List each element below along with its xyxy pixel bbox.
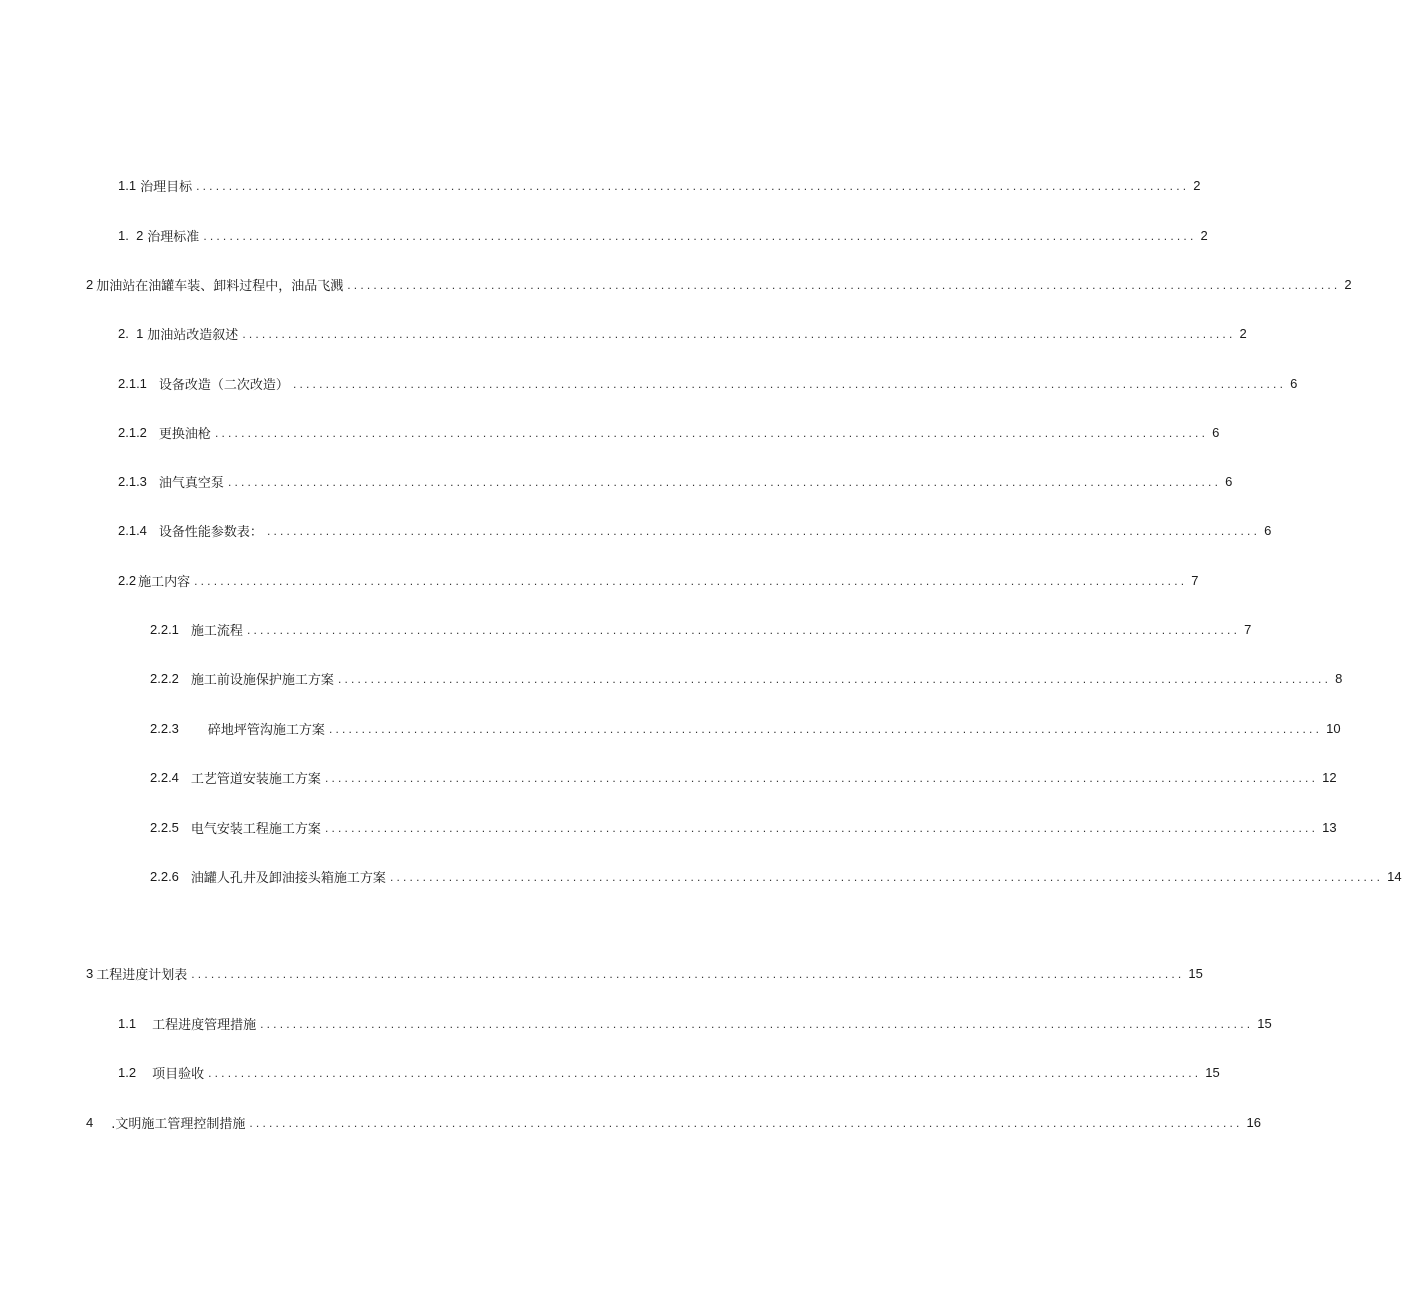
toc-title: 工艺管道安装施工方案 <box>190 771 321 787</box>
toc-number: 1.1 <box>118 1015 137 1031</box>
toc-title: 电气安装工程施工方案 <box>190 821 321 837</box>
toc-title: 设备性能参数表： <box>158 524 263 540</box>
toc-leader-dots: ........................................................................................................................................................ <box>324 771 1319 785</box>
toc-page-number: 15 <box>1188 965 1203 981</box>
toc-number: 2.2.3 <box>150 720 179 736</box>
toc-title: 施工流程 <box>190 623 243 639</box>
toc-entry[interactable] <box>118 520 1272 540</box>
toc-number: 2.1.3 <box>118 473 147 489</box>
toc-number: 2.1.1 <box>118 375 147 391</box>
toc-entry[interactable] <box>150 668 1343 688</box>
toc-number: 2.2.6 <box>150 868 179 884</box>
toc-page-number: 12 <box>1322 769 1337 785</box>
toc-number: 2.1.2 <box>118 424 147 440</box>
toc-page-number: 16 <box>1246 1114 1262 1130</box>
toc-title: 油气真空泵 <box>158 475 224 491</box>
toc-title: 治理标准 <box>147 229 200 245</box>
toc-leader-dots: ........................................................................................................................................................ <box>191 967 1185 981</box>
toc-leader-dots: ........................................................................................................................................................ <box>227 475 1222 489</box>
toc-entry[interactable] <box>118 373 1298 393</box>
toc-entry[interactable] <box>118 175 1201 195</box>
toc-leader-dots: ........................................................................................................................................................ <box>324 821 1319 835</box>
toc-leader-dots: ........................................................................................................................................................ <box>266 524 1261 538</box>
toc-title: 治理目标 <box>140 179 193 195</box>
toc-leader-dots: ........................................................................................................................................................ <box>203 229 1197 243</box>
toc-page-number: 6 <box>1225 473 1233 489</box>
toc-page-number: 10 <box>1326 720 1341 736</box>
toc-number: 2.1.4 <box>118 522 147 538</box>
toc-title: 工程进度计划表 <box>96 967 188 983</box>
toc-page-number: 14 <box>1387 868 1402 884</box>
toc-entry[interactable] <box>118 570 1199 590</box>
toc-page-number: 8 <box>1335 670 1343 686</box>
toc-entry[interactable] <box>86 963 1203 983</box>
toc-title: 工程进度管理措施 <box>152 1017 257 1033</box>
toc-leader-dots: ........................................................................................................................................................ <box>196 179 1190 193</box>
toc-page-number: 6 <box>1264 522 1272 538</box>
toc-title: 加油站在油罐车装、卸料过程中，油品飞溅 <box>96 278 344 294</box>
toc-page-number: 6 <box>1290 375 1298 391</box>
toc-entry[interactable] <box>150 718 1341 738</box>
toc-number: 2.2 <box>118 572 137 588</box>
toc-title: 项目验收 <box>152 1066 205 1082</box>
toc-title: 油罐人孔井及卸油接头箱施工方案 <box>190 870 386 886</box>
toc-entry[interactable] <box>150 866 1402 886</box>
toc-entry[interactable] <box>118 1013 1272 1033</box>
toc-leader-dots: ........................................................................................................................................................ <box>208 1066 1202 1080</box>
toc-page-number: 6 <box>1212 424 1220 440</box>
toc-entry[interactable] <box>118 422 1220 442</box>
toc-page-number: 15 <box>1257 1015 1272 1031</box>
toc-number: 2.2.2 <box>150 670 179 686</box>
toc-number: 2. 1 <box>118 325 144 341</box>
toc-number: 1.2 <box>118 1064 137 1080</box>
toc-page-number: 7 <box>1244 621 1252 637</box>
toc-title: 更换油枪 <box>158 426 211 442</box>
toc-leader-dots: ........................................................................................................................................................ <box>337 672 1332 686</box>
toc-entry[interactable] <box>118 1062 1220 1082</box>
toc-page-number: 2 <box>1193 177 1201 193</box>
toc-leader-dots: ........................................................................................................................................................ <box>242 327 1236 341</box>
toc-number: 4 <box>86 1114 94 1130</box>
toc-entry[interactable] <box>86 274 1352 294</box>
toc-title: .文明施工管理控制措施 <box>111 1116 246 1132</box>
toc-leader-dots: ........................................................................................................................................................ <box>214 426 1209 440</box>
toc-leader-dots: ........................................................................................................................................................ <box>347 278 1341 292</box>
toc-title: 碎地坪管沟施工方案 <box>207 722 325 738</box>
toc-leader-dots: ........................................................................................................................................................ <box>328 722 1323 736</box>
toc-leader-dots: ........................................................................................................................................................ <box>292 377 1287 391</box>
toc-leader-dots: ........................................................................................................................................................ <box>249 1116 1243 1130</box>
toc-number: 3 <box>86 965 94 981</box>
toc-number: 2.2.4 <box>150 769 179 785</box>
toc-entry[interactable] <box>86 1112 1262 1132</box>
toc-leader-dots: ........................................................................................................................................................ <box>246 623 1241 637</box>
toc-entry[interactable] <box>150 767 1337 787</box>
toc-number: 2.2.5 <box>150 819 179 835</box>
toc-entry[interactable] <box>118 323 1247 343</box>
toc-number: 2.2.1 <box>150 621 179 637</box>
toc-number: 1. 2 <box>118 227 144 243</box>
toc-leader-dots: ........................................................................................................................................................ <box>260 1017 1254 1031</box>
toc-number: 1.1 <box>118 177 137 193</box>
toc-page-number: 13 <box>1322 819 1337 835</box>
toc-page-number: 15 <box>1205 1064 1220 1080</box>
toc-entry[interactable] <box>150 619 1252 639</box>
toc-page-number: 2 <box>1239 325 1247 341</box>
toc-entry[interactable] <box>118 471 1233 491</box>
toc-title: 设备改造（二次改造） <box>158 377 289 393</box>
toc-leader-dots: ........................................................................................................................................................ <box>389 870 1384 884</box>
toc-leader-dots: ........................................................................................................................................................ <box>194 574 1188 588</box>
toc-entry[interactable] <box>150 817 1337 837</box>
toc-title: 施工前设施保护施工方案 <box>190 672 334 688</box>
toc-title: 施工内容 <box>138 574 191 590</box>
toc-title: 加油站改造叙述 <box>147 327 239 343</box>
toc-entry[interactable] <box>118 225 1208 245</box>
toc-page-number: 7 <box>1191 572 1199 588</box>
toc-number: 2 <box>86 276 94 292</box>
toc-page-number: 2 <box>1344 276 1352 292</box>
toc-page-number: 2 <box>1200 227 1208 243</box>
